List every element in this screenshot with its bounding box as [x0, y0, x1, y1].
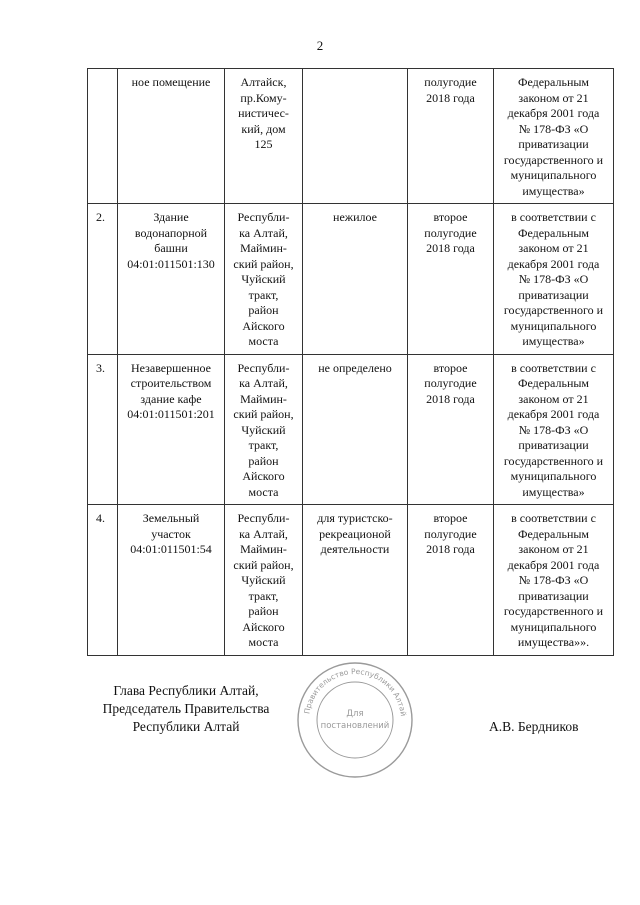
signatory-position-line: Председатель Правительства — [102, 701, 270, 716]
privatization-method-line: № 178-ФЗ «О — [518, 121, 589, 136]
object-name-line: башни — [154, 241, 188, 255]
object-address-line: Айского — [242, 619, 285, 634]
privatization-term-line: полугодие — [424, 225, 477, 240]
privatization-method-line: приватизации — [518, 438, 589, 452]
privatization-method-line: муниципального — [510, 469, 597, 483]
privatization-method-line: государственного и — [503, 453, 604, 468]
object-address-cell — [225, 69, 303, 204]
privatization-term-line: полугодие — [424, 75, 477, 89]
object-address-line: пр.Кому- — [240, 90, 287, 105]
privatization-method-line: имущества»». — [517, 635, 590, 649]
row-number-cell: 4. — [88, 505, 118, 656]
privatization-term-line: полугодие — [424, 376, 477, 390]
object-name-line: 04:01:011501:54 — [130, 542, 212, 556]
privatization-term-line: 2018 года — [426, 241, 475, 255]
privatization-term-line: второе — [433, 360, 468, 375]
signatory-name: А.В. Бердников — [489, 719, 579, 734]
privatization-method-line: муниципального — [510, 168, 597, 182]
object-purpose-cell — [303, 204, 408, 355]
object-address-line: Республи- — [237, 210, 290, 224]
privatization-term-cell — [408, 354, 494, 505]
object-purpose-line: для туристско- — [317, 511, 393, 525]
object-purpose-cell — [303, 354, 408, 505]
privatization-method-line: имущества» — [522, 484, 585, 499]
object-address-cell — [225, 505, 303, 656]
privatization-method-line: Федеральным — [517, 376, 590, 390]
privatization-method-line: № 178-ФЗ «О — [518, 573, 589, 587]
signatory-position — [86, 682, 286, 736]
privatization-method-line: приватизации — [518, 137, 589, 151]
privatization-method-cell — [494, 505, 614, 656]
row-number-cell: 3. — [88, 354, 118, 505]
seal-center-line: Для — [346, 709, 364, 719]
table-row — [88, 505, 614, 656]
object-name-line: участок — [151, 526, 191, 541]
object-address-line: район — [248, 453, 279, 468]
object-name-line: Незавершенное — [130, 360, 211, 375]
object-address-line: ка Алтай, — [239, 225, 288, 240]
object-address-line: моста — [248, 635, 279, 649]
object-name-line: строительством — [130, 376, 212, 390]
object-address-line: Алтайск, — [240, 75, 287, 89]
object-address-line: моста — [248, 484, 279, 499]
privatization-method-cell — [494, 354, 614, 505]
privatization-method-line: муниципального — [510, 318, 597, 333]
privatization-method-cell — [494, 204, 614, 355]
object-name-line: Земельный — [142, 511, 200, 525]
privatization-term-line: второе — [433, 511, 468, 525]
privatization-method-cell — [494, 69, 614, 204]
object-address-cell — [225, 354, 303, 505]
privatization-method-line: приватизации — [518, 588, 589, 603]
signatory-position-line: Республики Алтай — [132, 719, 240, 734]
privatization-term-cell — [408, 505, 494, 656]
object-purpose-cell — [303, 505, 408, 656]
signatory-position-line: Глава Республики Алтай, — [113, 683, 259, 698]
object-address-line: ский район, — [233, 557, 294, 572]
object-address-line: ский район, — [233, 256, 294, 271]
privatization-term-line: полугодие — [424, 526, 477, 541]
privatization-method-line: декабря 2001 года — [507, 557, 600, 572]
object-name-line: водонапорной — [134, 225, 208, 240]
privatization-term-line: 2018 года — [426, 90, 475, 105]
object-purpose-line: нежилое — [333, 210, 377, 224]
object-name-cell — [118, 204, 225, 355]
privatization-method-line: законом от 21 — [518, 90, 589, 105]
table-row — [88, 204, 614, 355]
object-address-line: Республи- — [237, 360, 290, 375]
row-number-cell — [88, 69, 118, 204]
privatization-method-line: государственного и — [503, 152, 604, 167]
privatization-method-line: в соответствии с — [511, 511, 596, 525]
privatization-method-line: Федеральным — [517, 225, 590, 240]
seal-center-line: постановлений — [320, 721, 390, 731]
object-address-line: Чуйский — [241, 573, 286, 587]
object-address-line: Маймин- — [240, 241, 287, 255]
object-address-line: район — [248, 303, 279, 317]
object-name-line: 04:01:011501:130 — [127, 256, 215, 271]
table-body — [88, 69, 614, 656]
object-address-line: кий, дом — [241, 121, 286, 136]
privatization-method-line: декабря 2001 года — [507, 407, 600, 421]
object-purpose-line: деятельности — [320, 542, 390, 556]
object-name-line: 04:01:011501:201 — [127, 407, 215, 421]
privatization-table — [87, 68, 614, 656]
privatization-method-line: приватизации — [518, 287, 589, 302]
object-address-line: ка Алтай, — [239, 526, 288, 541]
object-address-line: нистичес- — [238, 106, 289, 120]
object-address-line: Маймин- — [240, 391, 287, 406]
object-address-line: тракт, — [248, 287, 279, 302]
privatization-method-line: законом от 21 — [518, 241, 589, 255]
row-number-cell: 2. — [88, 204, 118, 355]
privatization-method-line: законом от 21 — [518, 391, 589, 406]
privatization-term-line: второе — [433, 210, 468, 224]
privatization-term-cell — [408, 204, 494, 355]
table-row — [88, 69, 614, 204]
privatization-method-line: муниципального — [510, 619, 597, 634]
object-name-cell — [118, 505, 225, 656]
object-address-cell — [225, 204, 303, 355]
object-address-line: 125 — [254, 137, 273, 151]
table-row — [88, 354, 614, 505]
object-address-line: Айского — [242, 469, 285, 483]
privatization-term-line: 2018 года — [426, 391, 475, 406]
object-name-line: ное помещение — [131, 75, 211, 89]
object-address-line: Чуйский — [241, 422, 286, 437]
privatization-method-line: в соответствии с — [511, 360, 596, 375]
object-address-line: ский район, — [233, 407, 294, 421]
object-address-line: тракт, — [248, 438, 279, 452]
object-address-line: ка Алтай, — [239, 376, 288, 390]
seal-ring-text: Правительство Республики Алтай — [302, 666, 408, 717]
object-address-line: Айского — [242, 318, 285, 333]
object-name-cell — [118, 354, 225, 505]
privatization-method-line: государственного и — [503, 604, 604, 618]
object-address-line: Чуйский — [241, 272, 286, 286]
object-address-line: тракт, — [248, 588, 279, 603]
privatization-term-cell — [408, 69, 494, 204]
object-address-line: район — [248, 604, 279, 618]
object-name-line: здание кафе — [140, 391, 202, 406]
official-seal — [295, 660, 415, 780]
privatization-method-line: в соответствии с — [511, 210, 596, 224]
page-number: 2 — [316, 38, 324, 53]
privatization-method-line: № 178-ФЗ «О — [518, 272, 589, 286]
object-purpose-cell — [303, 69, 408, 204]
object-purpose-line: не определено — [318, 360, 392, 375]
privatization-method-line: государственного и — [503, 303, 604, 317]
object-address-line: Маймин- — [240, 542, 287, 556]
object-purpose-line: рекреационой — [319, 526, 391, 541]
object-address-line: моста — [248, 334, 279, 348]
privatization-method-line: имущества» — [522, 183, 585, 198]
object-name-line: Здание — [153, 210, 189, 224]
privatization-method-line: имущества» — [522, 334, 585, 348]
privatization-term-line: 2018 года — [426, 542, 475, 556]
privatization-method-line: декабря 2001 года — [507, 256, 600, 271]
object-address-line: Республи- — [237, 511, 290, 525]
privatization-method-line: № 178-ФЗ «О — [518, 422, 589, 437]
privatization-method-line: Федеральным — [517, 75, 590, 89]
object-name-cell — [118, 69, 225, 204]
privatization-method-line: декабря 2001 года — [507, 106, 600, 120]
privatization-method-line: Федеральным — [517, 526, 590, 541]
privatization-method-line: законом от 21 — [518, 542, 589, 556]
